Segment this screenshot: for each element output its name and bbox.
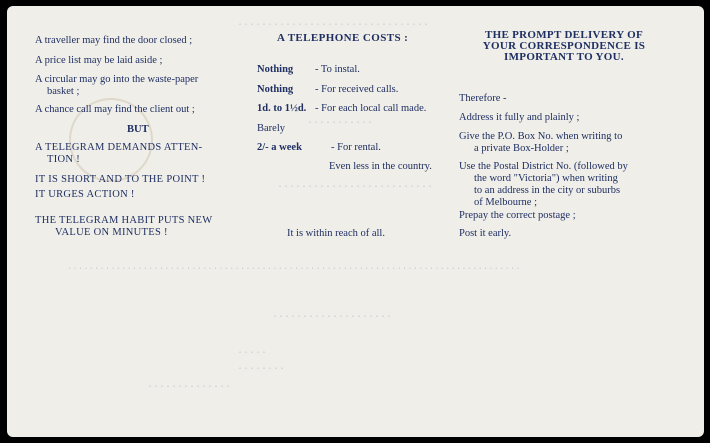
postal-title-line-3: IMPORTANT TO YOU. <box>504 51 624 63</box>
left-line-11: VALUE ON MINUTES ! <box>55 227 168 238</box>
left-line-2: A price list may be laid aside ; <box>35 55 163 66</box>
postal-line-4: Use the Postal District No. (followed by <box>459 161 628 172</box>
left-line-8: IT IS SHORT AND TO THE POINT ! <box>35 174 206 185</box>
postal-line-6: to an address in the city or suburbs <box>474 185 621 196</box>
cost-desc: - For received calls. <box>315 84 399 95</box>
cost-price: 2/- a week <box>257 142 302 153</box>
cost-desc: - For each local call made. <box>315 103 427 114</box>
left-line-5: A chance call may find the client out ; <box>35 104 195 115</box>
ghost-line-5: .................... <box>272 310 393 321</box>
therefore-label: Therefore - <box>459 93 507 104</box>
ghost-line-3: .......................... <box>277 180 434 191</box>
cost-price: Nothing <box>257 84 294 95</box>
left-line-3: A circular may go into the waste-paper <box>35 74 199 85</box>
reach-text: It is within reach of all. <box>287 228 385 239</box>
telephone-title: A TELEPHONE COSTS : <box>277 32 409 44</box>
left-but: BUT <box>127 124 149 135</box>
postal-line-9: Post it early. <box>459 228 512 239</box>
postal-column <box>452 6 682 437</box>
ghost-line-6: ..... <box>237 346 268 357</box>
ghost-line-2: ........... <box>307 116 374 127</box>
document-sheet <box>7 6 704 437</box>
left-line-1: A traveller may find the door closed ; <box>35 35 193 46</box>
postal-title-line-1: THE PROMPT DELIVERY OF <box>484 29 644 41</box>
cost-price: Nothing <box>257 64 294 75</box>
cost-desc: - To instal. <box>315 64 360 75</box>
postal-line-1: Address it fully and plainly ; <box>459 112 580 123</box>
ghost-line-8: .............. <box>147 380 232 391</box>
postal-title <box>464 30 664 63</box>
left-line-6: A TELEGRAM DEMANDS ATTEN- <box>35 142 203 153</box>
postal-line-5: the word "Victoria") when writing <box>474 173 618 184</box>
left-line-4: basket ; <box>47 86 80 97</box>
country-note: Even less in the country. <box>329 161 432 172</box>
ghost-line-4: .................................................................................... <box>67 262 521 272</box>
postal-line-7: of Melbourne ; <box>474 197 537 208</box>
cost-price: 1d. to 1½d. <box>257 103 307 114</box>
left-line-10: THE TELEGRAM HABIT PUTS NEW <box>35 215 213 226</box>
cost-desc: - For rental. <box>331 142 381 153</box>
telephone-column <box>257 6 457 437</box>
cost-note: Barely <box>257 123 285 134</box>
postal-title-line-2: YOUR CORRESPONDENCE IS <box>482 40 646 52</box>
ghost-line-7: ........ <box>237 362 286 373</box>
postal-line-8: Prepay the correct postage ; <box>459 210 576 221</box>
left-line-9: IT URGES ACTION ! <box>35 189 135 200</box>
postal-line-3: a private Box-Holder ; <box>474 143 569 154</box>
telegram-column <box>35 6 268 437</box>
left-line-7: TION ! <box>47 154 80 165</box>
postal-line-2: Give the P.O. Box No. when writing to <box>459 131 623 142</box>
ghost-line-1: ................................ <box>237 18 430 29</box>
